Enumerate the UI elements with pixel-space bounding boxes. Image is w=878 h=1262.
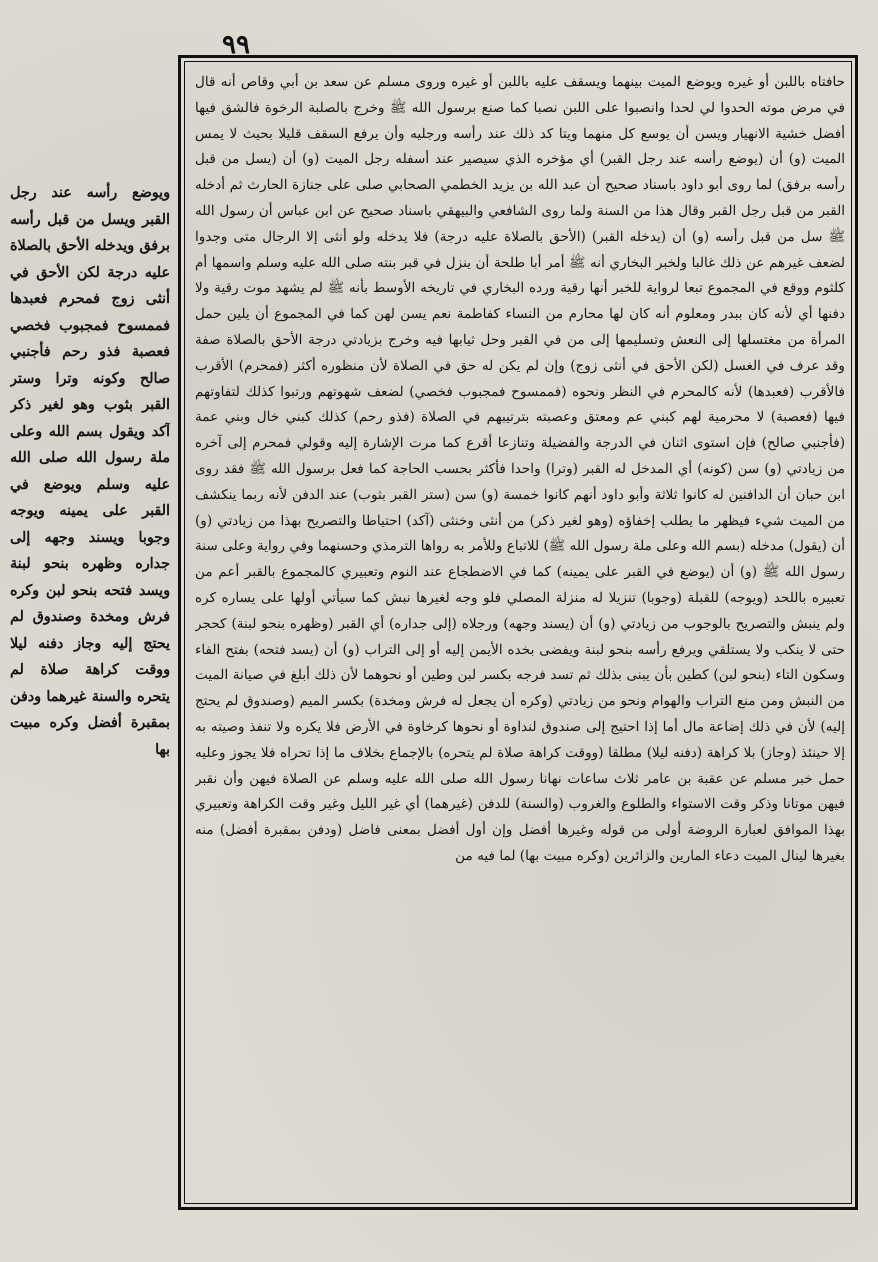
margin-paragraph: ويوضع رأسه عند رجل القبر ويسل من قبل رأسه برفق ويدخله الأحق بالصلاة عليه درجة لكن الأحق في أنثى زوج فمحرم فعبدها فممسوح فمجبوب فخصي فعصبة فذو رحم فأجنبي صالح وكونه وترا وستر القبر بثوب وهو لغير ذكر آكد ويقول بسم الله وعلى ملة رسول الله صلى الله عليه وسلم ويوضع في القبر على يمينه ويوجه وجوبا ويسند وجهه إلى جداره وظهره بنحو لبنة ويسد فتحه بنحو لبن وكره فرش ومخدة وصندوق لم يحتج إليه وجاز دفنه ليلا ووقت كراهة صلاة لم يتحره والسنة غيرهما ودفن بمقبرة أفضل وكره مبيت بها xyxy=(10,185,170,758)
page-number: ٩٩ xyxy=(222,30,250,60)
main-paragraph: حافتاه باللبن أو غيره ويوضع الميت بينهما ويسقف عليه باللبن أو غيره وروى مسلم عن سعد بن أبي وقاص أنه قال في مرض موته الحدوا لي لحدا وانصبوا على اللبن نصبا كما صنع برسول الله ﷺ وخرج بالصلبة الرخوة فالشق فيها أفضل خشية الانهيار ويسن أن يوسع كل منهما ويتا كد ذلك عند رأسه ورجليه وأن يرفع السقف قليلا بحيث لا يمس الميت (و) أن (يوضع رأسه عند رجل القبر) أي مؤخره الذي سيصير عند أسفله رجل الميت (و) أن (يسل من قبل رأسه برفق) لما روى أبو داود باسناد صحيح أن عبد الله بن يزيد الخطمي الصحابي صلى على جنازة الحارث ثم أدخله القبر من قبل رجل القبر وقال هذا من السنة ولما روى الشافعي والبيهقي باسناد صحيح عن ابن عباس أن رسول الله ﷺ سل من قبل رأسه (و) أن (يدخله القبر) (الأحق بالصلاة عليه درجة) فلا يدخله ولو أنثى إلا الرجال متى وجدوا لضعف غيرهم عن ذلك غالبا ولخبر البخاري أنه ﷺ أمر أبا طلحة أن ينزل في قبر بنته صلى الله عليه وسلم واسمها أم كلثوم ووقع في المجموع تبعا لرواية للخبر أنها رقية ورده البخاري في تاريخه الأوسط بأنه ﷺ لم يشهد موت رقية ولا دفنها أي لأنه كان ببدر ومعلوم أنه كان لها محارم من النساء كفاطمة نعم يسن لهن كما في المجموع أن يلين حمل المرأة من مغتسلها إلى النعش وتسليمها إلى من في القبر وحل ثيابها فيه وخرج بزيادتي درجة الأحق بالصلاة صفة وقد عرف في الغسل (لكن الأحق في أنثى زوج) وإن لم يكن له حق في الصلاة لأن منظوره أكثر (فمحرم) الأقرب فالأقرب (فعبدها) لأنه كالمحرم في النظر ونحوه (فممسوح فمجبوب فخصي) لضعف شهوتهم ورتبوا كذلك لتفاوتهم فيها (فعصبة) لا محرمية لهم كبني عم ومعتق وعصبته بترتيبهم في الصلاة (فذو رحم) كذلك كبني خال وبني عمة (فأجنبي صالح) فإن استوى اثنان في الدرجة والفضيلة وتنازعا أقرع كما مرت الإشارة إليه وقولي فمحرم إلى آخره من زيادتي (و) سن (كونه) أي المدخل له القبر (وترا) واحدا فأكثر بحسب الحاجة كما فعل برسول الله ﷺ فقد روى ابن حبان أن الدافنين له كانوا ثلاثة وأبو داود أنهم كانوا خمسة (و) سن (ستر القبر بثوب) عند الدفن لأنه ربما ينكشف من الميت شيء فيظهر ما يطلب إخفاؤه (وهو لغير ذكر) من أنثى وخنثى (آكد) احتياطا والتصريح بهذا من زيادتي (و) أن (يقول) مدخله (بسم الله وعلى ملة رسول الله ﷺ) للاتباع وللأمر به رواها الترمذي وحسنهما وفي رواية وعلى سنة رسول الله ﷺ (و) أن (يوضع في القبر على يمينه) كما في الاضطجاع عند النوم وتعبيري كالمجموع بالقبر أعم من تعبيره باللحد (ويوجه) للقبلة (وجوبا) تنزيلا له منزلة المصلي فلو وجه لغيرها نبش كما سيأتي أولها على يساره كره ولم ينبش والتصريح بالوجوب من زيادتي (و) أن (يسند وجهه) ورجلاه (إلى جداره) أي القبر (وظهره بنحو لبنة) كحجر حتى لا ينكب ولا يستلقي ويرفع رأسه بنحو لبنة ويفضى بخده الأيمن إليه أو إلى التراب (و) أن (يسد فتحه) بفتح الفاء وسكون التاء (بنحو لبن) كطين بأن يبنى بذلك ثم تسد فرجه بكسر لبن وطين أو نحوهما لأن ذلك أبلغ في صيانة الميت من النبش ومن منع التراب والهوام ونحو من زيادتي (وكره أن يجعل له فرش ومخدة) بكسر الميم (وصندوق لم يحتج إليه) لأن في ذلك إضاعة مال أما إذا احتيج إلى صندوق لنداوة أو نحوها كرخاوة في الأرض فلا يكره ولا تنفذ وصيته به إلا حينئذ (وجاز) بلا كراهة (دفنه ليلا) مطلقا (ووقت كراهة صلاة لم يتحره) بالإجماع بخلاف ما إذا تحراه فلا يجوز وعليه حمل خبر مسلم عن عقبة بن عامر ثلاث ساعات نهانا رسول الله صلى الله عليه وسلم عن الصلاة فيهن وأن نقبر فيهن موتانا وذكر وقت الاستواء والطلوع والغروب (والسنة) للدفن (غيرهما) أي غير الليل وغير وقت الكراهة وتعبيري بهذا الموافق لعبارة الروضة أولى من قوله وغيرها أفضل وإن أول أفضل بمعنى فاضل (ودفن بمقبرة أفضل) منه بغيرها لينال الميت دعاء المارين والزائرين (وكره مبيت بها) لما فيه من xyxy=(195,74,845,864)
margin-text-block xyxy=(10,180,170,1080)
main-text-block xyxy=(195,70,845,1200)
